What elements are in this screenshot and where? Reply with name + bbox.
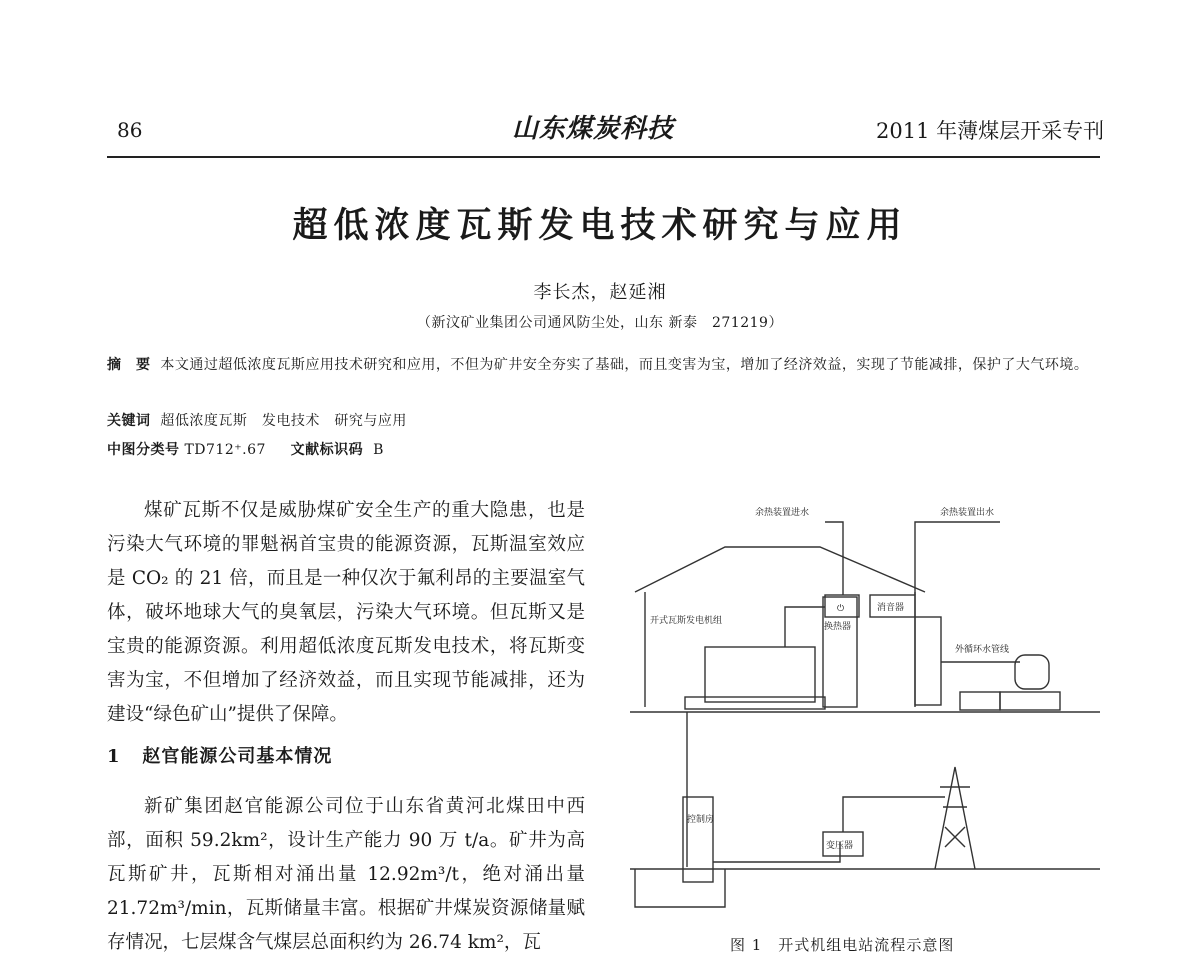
pit	[635, 869, 725, 907]
doc-code-label: 文献标识码	[290, 442, 364, 458]
affiliation: （新汶矿业集团公司通风防尘处，山东 新泰 271219）	[417, 315, 783, 331]
label-waste-heat-out: 余热装置出水	[940, 508, 995, 518]
section-heading	[107, 742, 332, 768]
label-generator: 开式瓦斯发电机组	[650, 616, 723, 626]
building-roof	[635, 547, 925, 592]
keywords-label: 关键词	[107, 413, 151, 429]
abstract-label: 摘 要	[107, 357, 151, 373]
abstract-text: 本文通过超低浓度瓦斯应用技术研究和应用，不但为矿井安全夯实了基础，而且变害为宝，增加了经济效益，实现了节能减排，保护了大气环境。	[160, 357, 1089, 373]
power-symbol-icon: ⏻	[837, 604, 845, 614]
pipe-out	[915, 522, 1000, 595]
keywords-text: 超低浓度瓦斯 发电技术 研究与应用	[160, 413, 407, 429]
generator-body	[705, 647, 815, 702]
figure-caption: 图 1 开式机组电站流程示意图	[730, 936, 955, 954]
paper-title: 超低浓度瓦斯发电技术研究与应用	[292, 205, 908, 246]
pump	[960, 692, 1000, 710]
cable-to-tower	[843, 797, 945, 832]
doc-code-value: B	[373, 442, 384, 458]
process-flow-figure	[625, 497, 1105, 927]
cooler-tank	[1015, 655, 1049, 689]
label-circulating-pipe: 外循环水管线	[955, 645, 1010, 655]
classification-value: TD712⁺.67	[184, 442, 266, 458]
intro-section	[107, 494, 585, 732]
label-heat-exchanger: 换热器	[824, 622, 852, 632]
pipe-in	[825, 522, 843, 595]
cooler-base	[1000, 692, 1060, 710]
label-control-room: 控制房	[687, 815, 715, 825]
section-number: 1	[107, 746, 121, 767]
issue-label: 2011 年薄煤层开采专刊	[876, 119, 1105, 143]
label-muffler: 消音器	[877, 603, 905, 613]
muffler-stack	[915, 617, 941, 705]
label-transformer: 变压器	[826, 841, 854, 851]
generator-base	[685, 697, 825, 709]
cable-to-transformer	[713, 842, 840, 862]
journal-name: 山东煤炭科技	[512, 114, 675, 144]
keywords	[107, 410, 407, 430]
header-divider	[107, 156, 1100, 158]
label-waste-heat-in: 余热装置进水	[755, 508, 810, 518]
intro-paragraph: 煤矿瓦斯不仅是威胁煤矿安全生产的重大隐患，也是污染大气环境的罪魁祸首宝贵的能源资源，瓦斯温室效应是 CO₂ 的 21 倍，而且是一种仅次于氟利昂的主要温室气体，破坏地球大气的臭氧层，污染大气环境。但瓦斯又是宝贵的能源资源。利用超低浓度瓦斯发电技术，将瓦斯变害为宝，不但增加了经济效益，而且实现节能减排，还为建设“绿色矿山”提供了保障。	[107, 500, 585, 725]
exhaust-duct	[785, 607, 825, 647]
section1-paragraph: 新矿集团赵官能源公司位于山东省黄河北煤田中西部，面积 59.2km²，设计生产能力 90 万 t/a。矿井为高瓦斯矿井，瓦斯相对涌出量 12.92m³/t，绝对涌出量 21.72m³/min，瓦斯储量丰富。根据矿井煤炭资源储量赋存情况，七层煤含气煤层总面积约为 26.74 km²，瓦	[107, 796, 585, 953]
authors: 李长杰，赵延湘	[533, 282, 667, 303]
abstract	[107, 352, 1100, 379]
classification-label: 中图分类号	[107, 442, 180, 458]
classification	[107, 439, 384, 459]
section1-body	[107, 790, 585, 960]
transmission-tower	[935, 767, 975, 869]
section-title: 赵官能源公司基本情况	[142, 746, 333, 767]
page-number: 86	[117, 118, 143, 142]
